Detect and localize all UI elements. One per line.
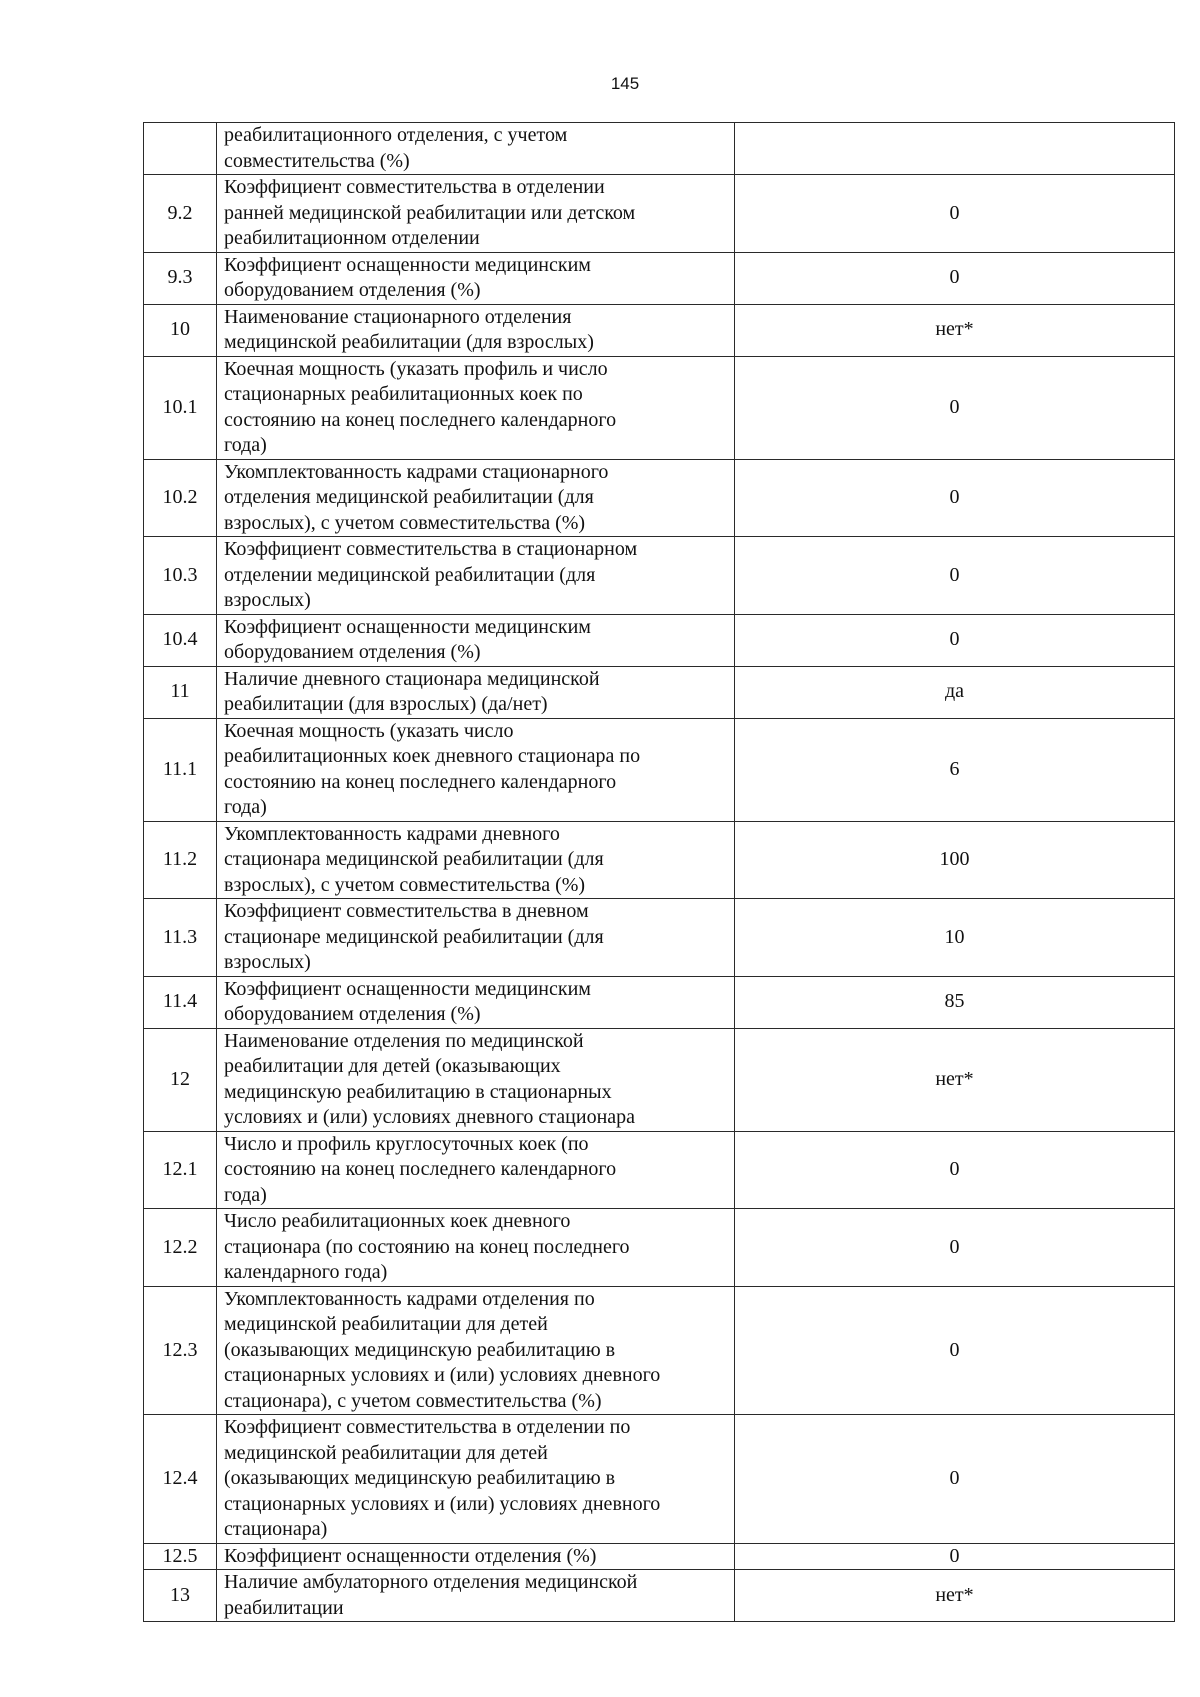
criterion-name bbox=[217, 537, 735, 615]
criterion-line: условиях и (или) условиях дневного стационара bbox=[224, 1106, 636, 1128]
criteria-table bbox=[143, 122, 1175, 1622]
criterion-line: совместительства (%) bbox=[224, 149, 410, 172]
criterion-value: 0 bbox=[735, 1415, 1175, 1544]
criterion-line: отделения медицинской реабилитации (для bbox=[224, 486, 594, 508]
criterion-line: отделении медицинской реабилитации (для bbox=[224, 563, 596, 586]
criterion-value: нет* bbox=[735, 304, 1175, 356]
criterion-line: реабилитационного отделения, с учетом bbox=[224, 124, 568, 146]
criterion-line: Коэффициент совместительства в дневном bbox=[224, 900, 589, 922]
table-row bbox=[144, 1570, 1175, 1622]
criterion-value: 100 bbox=[735, 821, 1175, 899]
criterion-name bbox=[217, 976, 735, 1028]
criterion-name bbox=[217, 123, 735, 175]
table-row bbox=[144, 718, 1175, 821]
row-number: 12.2 bbox=[144, 1209, 217, 1287]
criterion-value: 0 bbox=[735, 1543, 1175, 1570]
row-number: 10.2 bbox=[144, 459, 217, 537]
criterion-name bbox=[217, 1570, 735, 1622]
criterion-line: взрослых), с учетом совместительства (%) bbox=[224, 873, 586, 896]
table-row bbox=[144, 666, 1175, 718]
criterion-line: Коэффициент оснащенности отделения (%) bbox=[224, 1544, 597, 1567]
criterion-line: Коэффициент совместительства в стационарном bbox=[224, 538, 638, 560]
table-row bbox=[144, 1131, 1175, 1209]
criterion-line: Коэффициент оснащенности медицинским bbox=[224, 253, 591, 276]
table-row bbox=[144, 1286, 1175, 1415]
criterion-line: оборудованием отделения (%) bbox=[224, 641, 481, 663]
row-number: 10 bbox=[144, 304, 217, 356]
criterion-line: стационарных условиях и (или) условиях дневного bbox=[224, 1492, 661, 1515]
criterion-name bbox=[217, 1286, 735, 1415]
criterion-line: Наличие амбулаторного отделения медицинской bbox=[224, 1571, 638, 1593]
criterion-name bbox=[217, 1209, 735, 1287]
row-number: 9.3 bbox=[144, 252, 217, 304]
criterion-value: нет* bbox=[735, 1570, 1175, 1622]
table-row bbox=[144, 1028, 1175, 1131]
criterion-line: медицинскую реабилитацию в стационарных bbox=[224, 1080, 612, 1103]
row-number: 11 bbox=[144, 666, 217, 718]
criterion-line: (оказывающих медицинскую реабилитацию в bbox=[224, 1338, 616, 1361]
criterion-line: стационарных условиях и (или) условиях дневного bbox=[224, 1364, 661, 1386]
criterion-line: ранней медицинской реабилитации или детском bbox=[224, 201, 636, 224]
criterion-name bbox=[217, 821, 735, 899]
criterion-line: Наличие дневного стационара медицинской bbox=[224, 667, 600, 690]
table-row bbox=[144, 821, 1175, 899]
criterion-value bbox=[735, 123, 1175, 175]
criterion-name bbox=[217, 304, 735, 356]
criterion-line: Наименование отделения по медицинской bbox=[224, 1029, 584, 1052]
criterion-line: Укомплектованность кадрами стационарного bbox=[224, 460, 609, 483]
criterion-value: 0 bbox=[735, 1131, 1175, 1209]
criterion-line: медицинской реабилитации (для взрослых) bbox=[224, 331, 594, 353]
table-row bbox=[144, 537, 1175, 615]
criterion-line: Коэффициент оснащенности медицинским bbox=[224, 977, 591, 1000]
criterion-line: стационара (по состоянию на конец последнего bbox=[224, 1235, 630, 1258]
criterion-line: стационаре медицинской реабилитации (для bbox=[224, 925, 604, 948]
criterion-line: года) bbox=[224, 434, 267, 456]
criterion-value: 6 bbox=[735, 718, 1175, 821]
row-number: 12.3 bbox=[144, 1286, 217, 1415]
criterion-line: Коэффициент совместительства в отделении по bbox=[224, 1416, 631, 1438]
row-number: 9.2 bbox=[144, 175, 217, 253]
row-number: 12 bbox=[144, 1028, 217, 1131]
row-number: 12.4 bbox=[144, 1415, 217, 1544]
criterion-line: Укомплектованность кадрами отделения по bbox=[224, 1287, 595, 1310]
criterion-line: взрослых) bbox=[224, 951, 311, 973]
criterion-line: состоянию на конец последнего календарного bbox=[224, 1158, 617, 1180]
criterion-line: стационара) bbox=[224, 1518, 328, 1540]
criterion-line: реабилитационных коек дневного стационара по bbox=[224, 745, 641, 767]
criteria-table-body bbox=[144, 123, 1175, 1622]
criterion-name bbox=[217, 718, 735, 821]
criterion-line: года) bbox=[224, 796, 267, 818]
row-number: 11.4 bbox=[144, 976, 217, 1028]
criterion-name bbox=[217, 1415, 735, 1544]
criterion-value: 85 bbox=[735, 976, 1175, 1028]
criterion-line: Коечная мощность (указать число bbox=[224, 719, 514, 742]
criterion-name bbox=[217, 1543, 735, 1570]
criterion-line: Коечная мощность (указать профиль и число bbox=[224, 357, 608, 380]
criterion-line: (оказывающих медицинскую реабилитацию в bbox=[224, 1467, 616, 1489]
criterion-value: 0 bbox=[735, 252, 1175, 304]
row-number: 10.3 bbox=[144, 537, 217, 615]
criterion-line: календарного года) bbox=[224, 1261, 388, 1283]
criterion-line: Укомплектованность кадрами дневного bbox=[224, 822, 560, 845]
criterion-name bbox=[217, 459, 735, 537]
criterion-line: оборудованием отделения (%) bbox=[224, 279, 481, 301]
row-number: 11.3 bbox=[144, 899, 217, 977]
table-row bbox=[144, 356, 1175, 459]
criterion-line: реабилитации bbox=[224, 1596, 344, 1619]
criterion-line: Наименование стационарного отделения bbox=[224, 305, 572, 328]
row-number: 13 bbox=[144, 1570, 217, 1622]
criterion-line: Коэффициент оснащенности медицинским bbox=[224, 615, 591, 638]
criterion-line: медицинской реабилитации для детей bbox=[224, 1313, 548, 1335]
criterion-line: Число реабилитационных коек дневного bbox=[224, 1210, 571, 1232]
criterion-line: оборудованием отделения (%) bbox=[224, 1003, 481, 1025]
criterion-value: нет* bbox=[735, 1028, 1175, 1131]
criterion-value: 0 bbox=[735, 175, 1175, 253]
table-row bbox=[144, 614, 1175, 666]
criterion-line: Коэффициент совместительства в отделении bbox=[224, 176, 605, 198]
criterion-value: 0 bbox=[735, 1209, 1175, 1287]
criterion-value: 0 bbox=[735, 537, 1175, 615]
criterion-value: 0 bbox=[735, 356, 1175, 459]
table-row bbox=[144, 175, 1175, 253]
criterion-line: стационара), с учетом совместительства (%) bbox=[224, 1389, 602, 1412]
table-row bbox=[144, 976, 1175, 1028]
row-number bbox=[144, 123, 217, 175]
criterion-line: реабилитации (для взрослых) (да/нет) bbox=[224, 693, 548, 715]
criterion-line: реабилитации для детей (оказывающих bbox=[224, 1055, 561, 1077]
table-row bbox=[144, 123, 1175, 175]
criterion-line: взрослых) bbox=[224, 589, 311, 611]
criterion-value: 0 bbox=[735, 459, 1175, 537]
row-number: 12.5 bbox=[144, 1543, 217, 1570]
criterion-name bbox=[217, 356, 735, 459]
criterion-value: 0 bbox=[735, 1286, 1175, 1415]
criterion-line: реабилитационном отделении bbox=[224, 227, 480, 249]
table-row bbox=[144, 304, 1175, 356]
criterion-line: состоянию на конец последнего календарного bbox=[224, 770, 617, 793]
criterion-name bbox=[217, 1028, 735, 1131]
table-row bbox=[144, 899, 1175, 977]
table-row bbox=[144, 1415, 1175, 1544]
table-row bbox=[144, 459, 1175, 537]
criterion-value: 10 bbox=[735, 899, 1175, 977]
criterion-line: взрослых), с учетом совместительства (%) bbox=[224, 511, 586, 534]
criterion-line: медицинской реабилитации для детей bbox=[224, 1441, 548, 1464]
criterion-name bbox=[217, 614, 735, 666]
criterion-line: Число и профиль круглосуточных коек (по bbox=[224, 1132, 589, 1155]
criterion-name bbox=[217, 666, 735, 718]
row-number: 11.2 bbox=[144, 821, 217, 899]
criterion-line: года) bbox=[224, 1183, 267, 1206]
criterion-line: состоянию на конец последнего календарного bbox=[224, 408, 617, 431]
criterion-name bbox=[217, 252, 735, 304]
criterion-value: да bbox=[735, 666, 1175, 718]
criterion-name bbox=[217, 899, 735, 977]
criterion-name bbox=[217, 175, 735, 253]
criterion-line: стационара медицинской реабилитации (для bbox=[224, 848, 604, 870]
criterion-value: 0 bbox=[735, 614, 1175, 666]
page-number: 145 bbox=[610, 74, 640, 93]
row-number: 11.1 bbox=[144, 718, 217, 821]
table-row bbox=[144, 252, 1175, 304]
table-row bbox=[144, 1209, 1175, 1287]
row-number: 10.4 bbox=[144, 614, 217, 666]
table-row bbox=[144, 1543, 1175, 1570]
row-number: 10.1 bbox=[144, 356, 217, 459]
row-number: 12.1 bbox=[144, 1131, 217, 1209]
criterion-line: стационарных реабилитационных коек по bbox=[224, 383, 583, 405]
criterion-name bbox=[217, 1131, 735, 1209]
